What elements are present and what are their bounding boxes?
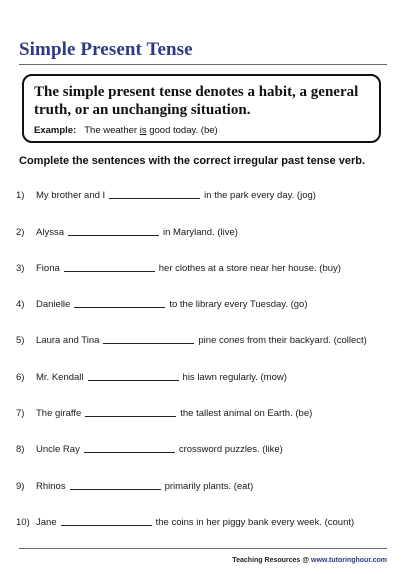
question-text-after: in Maryland. (live) <box>162 227 238 238</box>
question-text-after: primarily plants. (eat) <box>164 481 254 492</box>
question-text-after: in the park every day. (jog) <box>204 190 316 201</box>
rule-text: The simple present tense denotes a habit, a general truth, or an unchanging situation. <box>34 84 359 118</box>
question-number: 10) <box>16 517 30 528</box>
question-text-after: his lawn regularly. (mow) <box>182 372 287 383</box>
rule-box <box>22 74 381 143</box>
question-text-before: Uncle Ray <box>36 444 80 455</box>
question-text-before: Jane <box>36 517 57 528</box>
example-line <box>34 125 218 136</box>
question-text-before: Danielle <box>36 299 71 310</box>
question-text-after: crossword puzzles. (like) <box>178 444 283 455</box>
question-text-before: Laura and Tina <box>36 335 100 346</box>
answer-blank[interactable] <box>109 197 200 199</box>
question-text-before: My brother and I <box>36 190 106 201</box>
question-item <box>16 408 312 419</box>
footer <box>232 557 387 564</box>
question-text-after: her clothes at a store near her house. (buy) <box>158 263 341 274</box>
question-number: 1) <box>16 190 25 201</box>
answer-blank[interactable] <box>84 451 175 453</box>
question-item <box>16 190 316 201</box>
answer-blank[interactable] <box>70 488 161 490</box>
question-text-after: the coins in her piggy bank every week. (count) <box>155 517 355 528</box>
footer-link[interactable]: www.tutoringhour.com <box>311 557 387 564</box>
question-text-before: Rhinos <box>36 481 66 492</box>
question-number: 9) <box>16 481 25 492</box>
answer-blank[interactable] <box>88 379 179 381</box>
question-text-after: the tallest animal on Earth. (be) <box>180 408 313 419</box>
answer-blank[interactable] <box>74 306 165 308</box>
instructions: Complete the sentences with the correct irregular past tense verb. <box>19 155 365 167</box>
question-number: 8) <box>16 444 25 455</box>
question-item <box>16 481 253 492</box>
question-text-before: The giraffe <box>36 408 82 419</box>
question-number: 6) <box>16 372 25 383</box>
answer-blank[interactable] <box>64 270 155 272</box>
question-text-before: Alyssa <box>36 227 64 238</box>
question-number: 7) <box>16 408 25 419</box>
question-item <box>16 299 308 310</box>
question-item <box>16 263 341 274</box>
footer-label: Teaching Resources @ <box>232 557 312 564</box>
question-item <box>16 227 238 238</box>
footer-divider <box>19 548 387 549</box>
example-text-before: The weather <box>84 125 140 136</box>
page-title: Simple Present Tense <box>19 39 193 60</box>
answer-blank[interactable] <box>103 342 194 344</box>
question-item <box>16 335 367 346</box>
question-number: 3) <box>16 263 25 274</box>
question-item <box>16 444 283 455</box>
example-verb: is <box>139 125 147 136</box>
question-number: 5) <box>16 335 25 346</box>
answer-blank[interactable] <box>85 415 176 417</box>
question-number: 2) <box>16 227 25 238</box>
example-label: Example: <box>34 125 77 136</box>
question-text-before: Mr. Kendall <box>36 372 84 383</box>
question-text-before: Fiona <box>36 263 60 274</box>
title-divider <box>19 64 387 65</box>
answer-blank[interactable] <box>61 524 152 526</box>
question-item <box>16 372 287 383</box>
question-text-after: to the library every Tuesday. (go) <box>169 299 308 310</box>
answer-blank[interactable] <box>68 234 159 236</box>
example-text-after: good today. (be) <box>146 125 218 136</box>
question-item <box>16 517 354 528</box>
question-text-after: pine cones from their backyard. (collect) <box>198 335 367 346</box>
question-number: 4) <box>16 299 25 310</box>
